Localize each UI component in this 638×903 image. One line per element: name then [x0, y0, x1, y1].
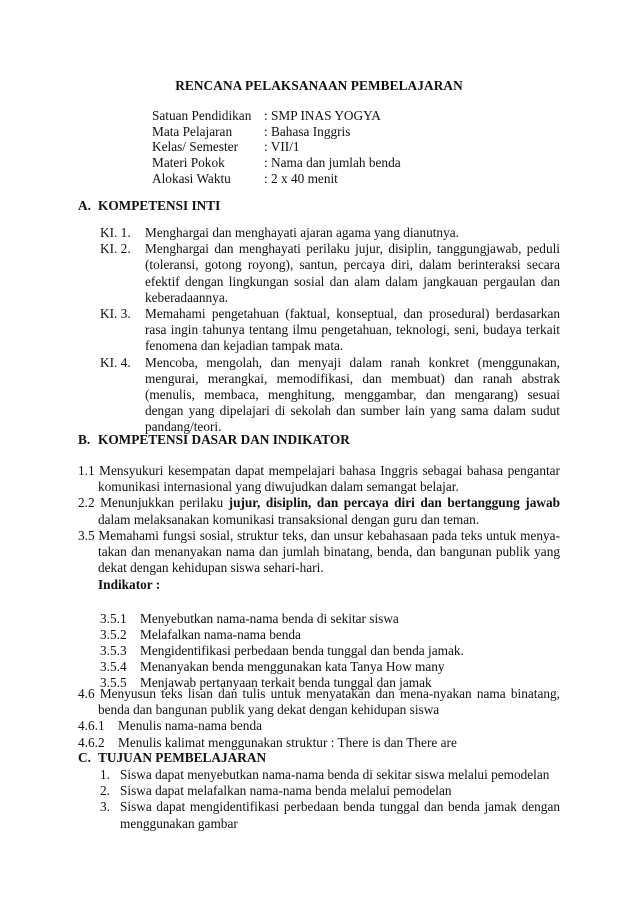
- indicator-text: Menyebutkan nama-nama benda di sekitar siswa: [140, 610, 399, 626]
- indicator-heading: Indikator :: [98, 577, 161, 593]
- goal-text: Siswa dapat menyebutkan nama-nama benda di sekitar siswa melalui pemodelan: [120, 767, 550, 782]
- ki-item: [100, 306, 560, 355]
- indicator-item: [100, 659, 560, 675]
- info-row: [152, 124, 512, 140]
- kompetensi-inti-list: [100, 225, 560, 436]
- kompetensi-dasar-4-6-block: [78, 686, 560, 751]
- indicator-text: Menjawab pertanyaan terkait benda tunggal dan jamak: [140, 675, 432, 691]
- section-c-heading: [78, 750, 266, 766]
- sub-indicator-text: Menulis kalimat menggunakan struktur : There is dan There are: [118, 734, 457, 750]
- indicator-item: [100, 611, 560, 627]
- info-value: : VII/1: [264, 139, 300, 155]
- kd-item-4-6: 4.6 Menyusun teks lisan dan tulis untuk menyatakan dan mena-nyakan nama binatang, benda dan bangunan publik yang dekat dengan kehidupan siswa: [78, 686, 560, 718]
- indicator-number: 3.5.1: [100, 610, 127, 626]
- goal-item: [100, 783, 560, 799]
- section-title: KOMPETENSI DASAR DAN INDIKATOR: [98, 432, 350, 447]
- ki-text: Mencoba, mengolah, dan menyaji dalam ranah konkret (menggunakan, mengurai, merangkai, memodifikasi, dan membuat) dan ranah abstrak (menulis, membaca, menghitung, menggambar, dan mengarang) sesuai dengan yang dipelajari di sekolah dan sumber lain yang sama dalam sudut pandang/teori.: [145, 354, 560, 435]
- kd-bold-text: jujur, disiplin, dan percaya diri dan bertanggung jawab: [228, 495, 560, 511]
- identity-table: [152, 108, 512, 186]
- indicator-number: 3.5.4: [100, 659, 127, 675]
- indicator-text: Menanyakan benda menggunakan kata Tanya How many: [140, 659, 445, 675]
- kd-text: 2.2 Menunjukkan perilaku: [78, 495, 229, 511]
- indicator-item: [100, 643, 560, 659]
- sub-indicator-item: [78, 735, 560, 751]
- goal-number: 1.: [100, 767, 110, 782]
- section-letter: B.: [78, 432, 91, 447]
- section-a-heading: [78, 198, 220, 214]
- section-b-heading: [78, 432, 350, 448]
- info-label: Materi Pokok: [152, 155, 225, 171]
- goal-item: [100, 767, 560, 783]
- info-value: : Nama dan jumlah benda: [264, 155, 401, 171]
- info-row: [152, 108, 512, 124]
- section-title: TUJUAN PEMBELAJARAN: [98, 750, 267, 765]
- indicator-list: [78, 611, 560, 692]
- info-label: Mata Pelajaran: [152, 123, 233, 139]
- kd-item-2-2: [78, 495, 560, 527]
- info-value: : 2 x 40 menit: [264, 170, 338, 186]
- section-letter: C.: [78, 750, 91, 765]
- info-value: : Bahasa Inggris: [264, 123, 351, 139]
- ki-number: KI. 4.: [100, 354, 131, 370]
- info-row: [152, 139, 512, 155]
- ki-text: Menghargai dan menghayati ajaran agama yang dianutnya.: [145, 225, 459, 240]
- indicator-number: 3.5.5: [100, 675, 127, 691]
- goal-number: 3.: [100, 799, 110, 815]
- section-title: KOMPETENSI INTI: [98, 198, 221, 213]
- goal-number: 2.: [100, 783, 110, 799]
- kd-item-3-5: 3.5 Memahami fungsi sosial, struktur teks, dan unsur kebahasaan pada teks untuk menya-takan dan menanyakan nama dan jumlah binatang, benda, dan bangunan publik yang dekat dengan kehidupan siswa sehari-hari.: [78, 527, 560, 576]
- info-label: Alokasi Waktu: [152, 170, 231, 186]
- ki-number: KI. 3.: [100, 306, 131, 322]
- indicator-number: 3.5.2: [100, 626, 127, 642]
- info-label: Satuan Pendidikan: [152, 108, 252, 123]
- ki-text: Menghargai dan menghayati perilaku jujur, disiplin, tanggungjawab, peduli (toleransi, gotong royong), santun, percaya diri, dalam berinteraksi secara efektif dengan lingkungan sosial dan alam dalam jangkauan pergaulan dan keberadaannya.: [145, 241, 560, 305]
- kd-text: dalam melaksanakan komunikasi transaksional dengan guru dan teman.: [98, 511, 480, 527]
- learning-goals-list: [100, 767, 560, 832]
- goal-text: Siswa dapat melafalkan nama-nama benda melalui pemodelan: [120, 783, 452, 799]
- indicator-number: 3.5.3: [100, 643, 127, 658]
- sub-indicator-item: [78, 718, 560, 734]
- sub-indicator-number: 4.6.1: [78, 718, 105, 734]
- goal-item: [100, 799, 560, 831]
- ki-item: [100, 225, 560, 241]
- indicator-item: [100, 627, 560, 643]
- ki-text: Memahami pengetahuan (faktual, konseptual, dan prosedural) berdasarkan rasa ingin tahunya tentang ilmu pengetahuan, teknologi, seni, budaya terkait fenomena dan kejadian tampak mata.: [145, 306, 560, 354]
- sub-indicator-text: Menulis nama-nama benda: [118, 718, 262, 734]
- kd-item-1-1: 1.1 Mensyukuri kesempatan dapat mempelajari bahasa Inggris sebagai bahasa pengantar komunikasi internasional yang diwujudkan dalam semangat belajar.: [78, 463, 560, 495]
- ki-number: KI. 1.: [100, 225, 131, 240]
- info-row: [152, 171, 512, 187]
- info-row: [152, 155, 512, 171]
- ki-item: [100, 355, 560, 436]
- sub-indicator-number: 4.6.2: [78, 734, 105, 750]
- document-title: RENCANA PELAKSANAAN PEMBELAJARAN: [175, 78, 463, 93]
- info-value: : SMP INAS YOGYA: [264, 108, 381, 123]
- info-label: Kelas/ Semester: [152, 139, 239, 155]
- ki-item: [100, 241, 560, 306]
- indicator-text: Mengidentifikasi perbedaan benda tunggal dan benda jamak.: [140, 643, 464, 658]
- section-letter: A.: [78, 198, 91, 213]
- kompetensi-dasar-block: [78, 463, 560, 692]
- indicator-text: Melafalkan nama-nama benda: [140, 626, 301, 642]
- ki-number: KI. 2.: [100, 241, 131, 257]
- goal-text: Siswa dapat mengidentifikasi perbedaan benda tunggal dan benda jamak dengan menggunakan gambar: [120, 799, 560, 831]
